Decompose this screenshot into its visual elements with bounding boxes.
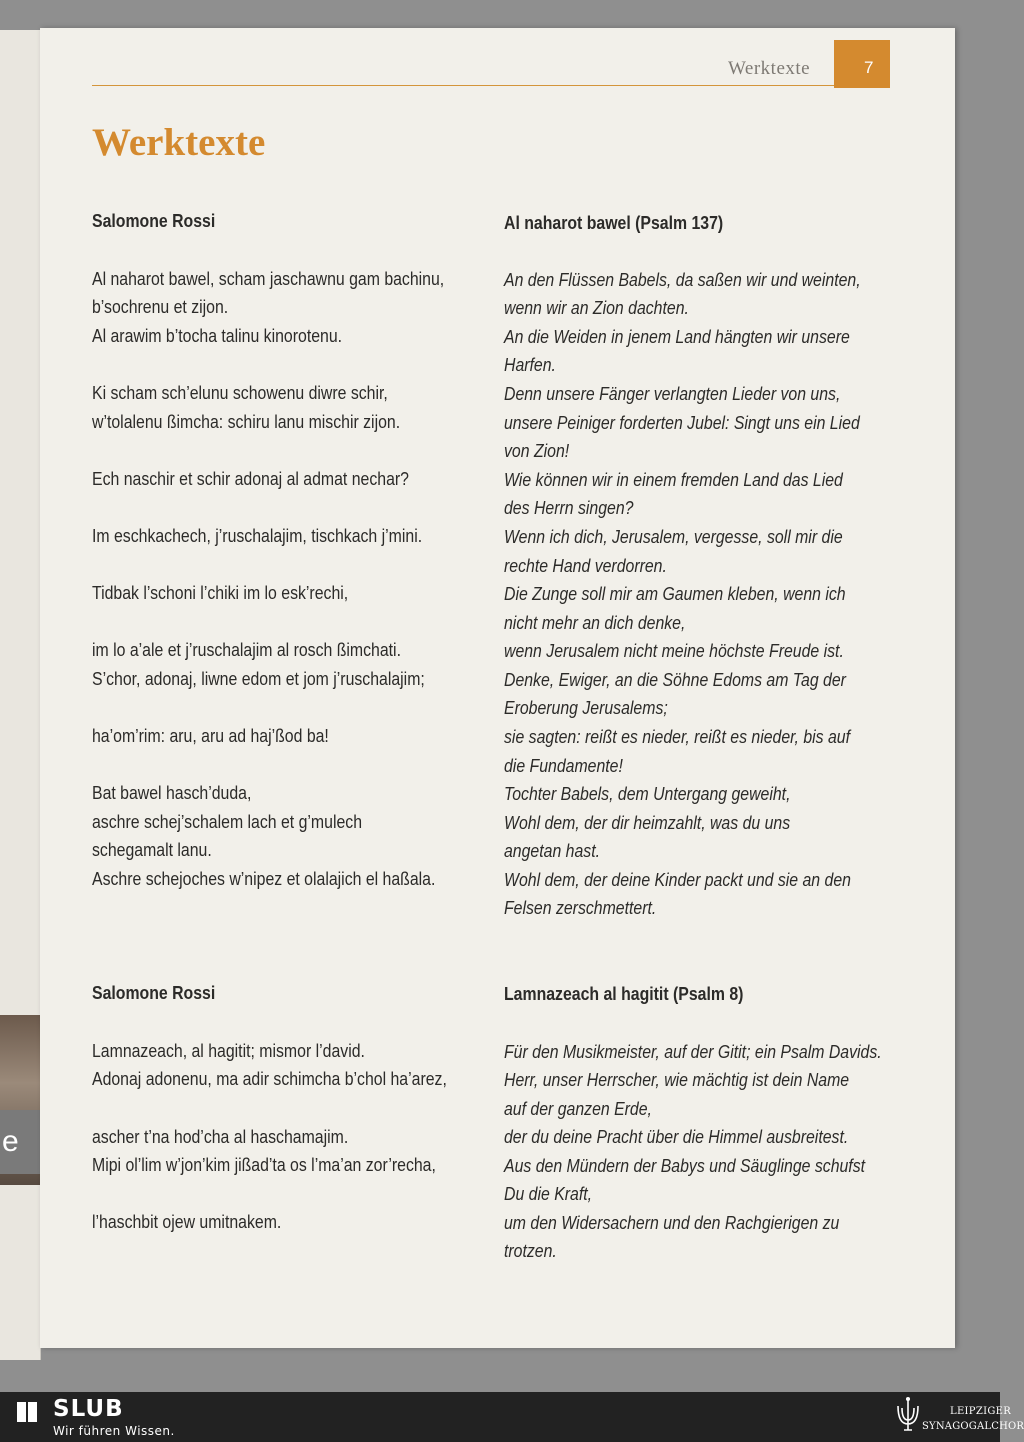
translation-line: rechte Hand verdorren. [504,556,667,576]
translation-line: Wohl dem, der deine Kinder packt und sie an den [504,870,851,890]
transliteration-line: Al arawim b’tocha talinu kinorotenu. [92,326,343,346]
library-logo[interactable]: SLUB [53,1396,124,1422]
left-page-tab: e [0,1110,40,1174]
translation-line: unsere Peiniger forderten Jubel: Singt uns ein Lied [504,413,860,433]
translation-line: die Fundamente! [504,756,623,776]
transliteration-line: ascher t’na hod’cha al haschamajim. [92,1127,349,1147]
running-header: Werktexte [728,58,811,79]
library-tagline: Wir führen Wissen. [53,1424,175,1438]
header-rule [92,85,834,86]
page-title: Werktexte [92,121,266,164]
transliteration-line: Lamnazeach, al hagitit; mismor l’david. [92,1041,365,1061]
transliteration-line: Al naharot bawel, scham jaschawnu gam bachinu, [92,269,445,289]
document-page [40,28,955,1348]
translation-line: Herr, unser Herrscher, wie mächtig ist dein Name [504,1070,850,1090]
translation-line: nicht mehr an dich denke, [504,613,686,633]
translation-line: Wie können wir in einem fremden Land das Lied [504,470,843,490]
translation-line: Felsen zerschmettert. [504,898,657,918]
transliteration-line: Aschre schejoches w’nipez et olalajich el haßala. [92,869,436,889]
transliteration-line: w’tolalenu ßimcha: schiru lanu mischir zijon. [92,412,401,432]
translation-line: Für den Musikmeister, auf der Gitit; ein Psalm Davids. [504,1042,882,1062]
translation-line: wenn Jerusalem nicht meine höchste Freude ist. [504,641,844,661]
transliteration-line: S’chor, adonaj, liwne edom et jom j’ruschalajim; [92,669,425,689]
transliteration-line: Ech naschir et schir adonaj al admat nechar? [92,469,409,489]
transliteration-line: Adonaj adonenu, ma adir schimcha b’chol ha’arez, [92,1069,447,1089]
choir-name-line1: LEIPZIGER [950,1406,1012,1417]
transliteration-line: Bat bawel hasch’duda, [92,783,252,803]
transliteration-line: Im eschkachech, j’ruschalajim, tischkach j’mini. [92,526,423,546]
translation-line: Wenn ich dich, Jerusalem, vergesse, soll mir die [504,527,843,547]
transliteration-line: schegamalt lanu. [92,840,212,860]
translation-line: Tochter Babels, dem Untergang geweiht, [504,784,791,804]
translation-line: Denn unsere Fänger verlangten Lieder von uns, [504,384,841,404]
translation-line: trotzen. [504,1241,557,1261]
choir-name-line2: SYNAGOGALCHOR [922,1421,1024,1432]
viewer-footer [0,1392,1024,1442]
translation-line: sie sagten: reißt es nieder, reißt es nieder, bis auf [504,727,851,747]
translation-line: An den Flüssen Babels, da saßen wir und weinten, [504,270,861,290]
translation-line: um den Widersachern und den Rachgierigen zu [504,1213,840,1233]
page-number-box [834,40,890,88]
transliteration-line: aschre schej’schalem lach et g’mulech [92,812,363,832]
translation-line: Die Zunge soll mir am Gaumen kleben, wenn ich [504,584,846,604]
menorah-icon [897,1396,919,1434]
translation-line: Wohl dem, der dir heimzahlt, was du uns [504,813,791,833]
composer-heading: Salomone Rossi [92,211,216,231]
book-icon [15,1400,41,1424]
transliteration-line: Mipi ol’lim w’jon’kim jißad’ta os l’ma’an zor’recha, [92,1155,436,1175]
translation-line: Denke, Ewiger, an die Söhne Edoms am Tag der [504,670,846,690]
transliteration-line: im lo a’ale et j’ruschalajim al rosch ßimchati. [92,640,401,660]
translation-line: Du die Kraft, [504,1184,593,1204]
transliteration-line: ha’om’rim: aru, aru ad haj’ßod ba! [92,726,329,746]
translation-line: auf der ganzen Erde, [504,1099,652,1119]
translation-line: von Zion! [504,441,570,461]
translation-line: wenn wir an Zion dachten. [504,298,689,318]
translation-line: Aus den Mündern der Babys und Säuglinge schufst [504,1156,866,1176]
transliteration-line: Tidbak l’schoni l’chiki im lo esk’rechi, [92,583,349,603]
translation-line: Harfen. [504,355,556,375]
composer-heading: Salomone Rossi [92,983,216,1003]
translation-line: der du deine Pracht über die Himmel ausbreitest. [504,1127,849,1147]
page-number: 7 [864,58,874,77]
psalm-heading: Lamnazeach al hagitit (Psalm 8) [504,984,744,1004]
transliteration-line: b’sochrenu et zijon. [92,297,229,317]
translation-line: des Herrn singen? [504,498,634,518]
translation-line: An die Weiden in jenem Land hängten wir unsere [504,327,850,347]
psalm-heading: Al naharot bawel (Psalm 137) [504,213,724,233]
transliteration-line: l’haschbit ojew umitnakem. [92,1212,282,1232]
translation-line: Eroberung Jerusalems; [504,698,668,718]
translation-line: angetan hast. [504,841,601,861]
transliteration-line: Ki scham sch’elunu schowenu diwre schir, [92,383,388,403]
